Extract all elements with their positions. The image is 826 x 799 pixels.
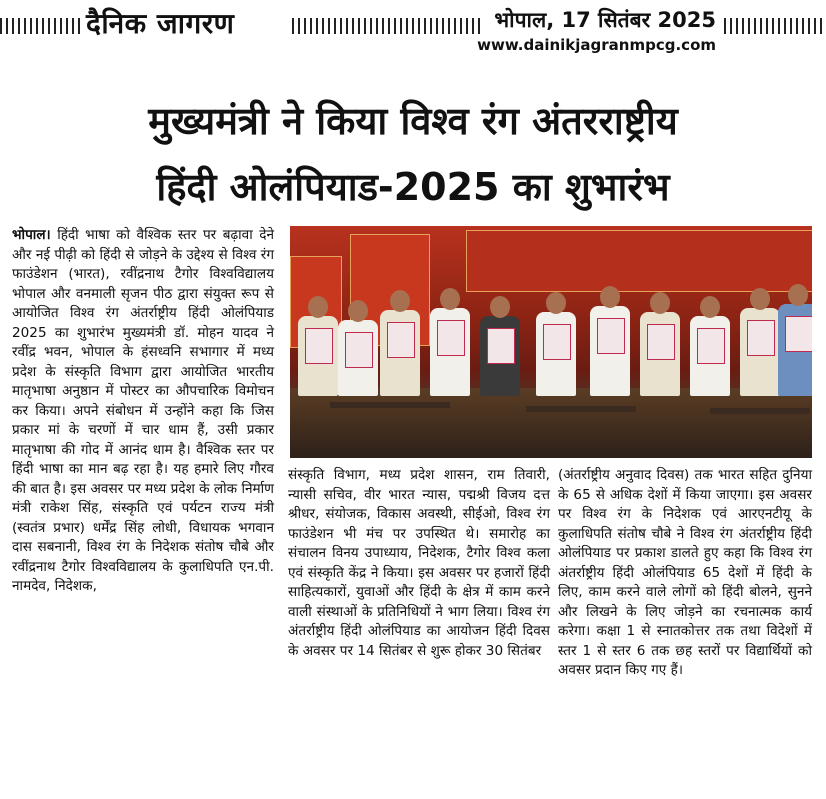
stage-table [710,408,810,414]
website-url: www.dainikjagranmpcg.com [477,36,716,54]
masthead-stripes-right [724,18,826,34]
guest-head [546,292,566,314]
olympiad-poster [747,320,775,356]
headline-line-1: मुख्यमंत्री ने किया विश्व रंग अंतरराष्ट्रीय [148,99,678,143]
guest-head [308,296,328,318]
guest-head [348,300,368,322]
olympiad-poster [597,318,625,354]
masthead-stripes-middle [292,18,480,34]
stage-backdrop [466,230,812,292]
article-column-1 [12,226,274,597]
newspaper-name: दैनिक जागरण [86,7,235,40]
olympiad-poster [785,316,812,352]
olympiad-poster [647,324,675,360]
stage-table [330,402,450,408]
olympiad-poster [437,320,465,356]
stage-table [526,406,636,412]
article-column-3 [558,466,812,681]
olympiad-poster [305,328,333,364]
headline-line-2: हिंदी ओलंपियाड-2025 का शुभारंभ [156,165,670,209]
stage-floor [290,388,812,458]
guest-head [390,290,410,312]
guest-head [600,286,620,308]
guest-head [490,296,510,318]
guest-head [650,292,670,314]
masthead [0,0,826,72]
article-column-2 [288,466,550,661]
olympiad-poster [345,332,373,368]
masthead-stripes-left [0,18,80,34]
guest-head [700,296,720,318]
event-photo [290,226,812,458]
olympiad-poster [697,328,725,364]
dateline: भोपाल, 17 सितंबर 2025 [494,8,716,32]
guest-head [750,288,770,310]
guest-head [440,288,460,310]
dateline-place: भोपाल। [12,227,51,243]
olympiad-poster [487,328,515,364]
column-2-text: संस्कृति विभाग, मध्य प्रदेश शासन, राम तिवारी, न्यासी सचिव, वीर भारत न्यास, पद्मश्री विजय दत्त श्रीधर, संयोजक, विकास अवस्थी, सीईओ, विश्व रंग फाउंडेशन भी मंच पर उपस्थित थे। समारोह का संचालन विनय उपाध्याय, निदेशक, टैगोर विश्व कला एवं संस्कृति केंद्र ने किया। इस अवसर पर हजारों हिंदी साहित्यकारों, युवाओं और हिंदी के क्षेत्र में काम करने वाली संस्थाओं के प्रतिनिधियों ने भाग लिया। विश्व रंग अंतर्राष्ट्रीय हिंदी ओलंपियाड का आयोजन हिंदी दिवस के अवसर पर 14 सितंबर से शुरू होकर 30 सितंबर [288,467,550,659]
olympiad-poster [543,324,571,360]
column-1-text: हिंदी भाषा को वैश्विक स्तर पर बढ़ावा देने और नई पीढ़ी को हिंदी से जोड़ने के उद्देश्य से विश्व रंग फाउंडेशन (भारत), रवींद्रनाथ टैगोर विश्वविद्यालय भोपाल और वनमाली सृजन पीठ द्वारा संयुक्त रूप से आयोजित विश्व रंग अंतर्राष्ट्रीय हिंदी ओलंपियाड 2025 का शुभारंभ मुख्यमंत्री डॉ. मोहन यादव ने रवींद्र भवन, भोपाल के हंसध्वनि सभागार में मध्य प्रदेश के संस्कृति विभाग द्वारा आयोजित भारतीय मातृभाषा अनुष्ठान में पोस्टर का औपचारिक विमोचन कर किया। अपने संबोधन में उन्होंने कहा कि जिस प्रकार मां के चरणों में चार धाम हैं, उसी प्रकार मातृभाषा की गोद में आनंद धाम है। वैश्विक स्तर पर हिंदी भाषा का मान बढ़ रहा है। यह हमारे लिए गौरव की बात है। इस अवसर पर मध्य प्रदेश के लोक निर्माण मंत्री राकेश सिंह, संस्कृति एवं पर्यटन राज्य मंत्री (स्वतंत्र प्रभार) धर्मेंद्र सिंह लोधी, विधायक भगवान दास सबनानी, विश्व रंग के निदेशक संतोष चौबे और रवींद्रनाथ टैगोर विश्वविद्यालय के कुलाधिपति एन.पी. नामदेव, निदेशक, [12,227,274,594]
headline [20,88,806,220]
olympiad-poster [387,322,415,358]
column-3-text: (अंतर्राष्ट्रीय अनुवाद दिवस) तक भारत सहित दुनिया के 65 से अधिक देशों में किया जाएगा। इस अवसर पर विश्व रंग के निदेशक एवं आरएनटीयू के कुलाधिपति संतोष चौबे ने विश्व रंग अंतर्राष्ट्रीय हिंदी ओलंपियाड पर प्रकाश डालते हुए कहा कि विश्व रंग अंतर्राष्ट्रीय हिंदी ओलंपियाड 65 देशों में हिंदी के लिए, काम करने वाले लोगों को हिंदी बोलने, सुनने और लिखने के लिए जोड़ने का रचनात्मक कार्य करेगा। कक्षा 1 से स्नातकोत्तर तक तथा विदेशों में स्तर 1 से स्तर 6 तक छह स्तरों पर विद्यार्थियों को अवसर प्रदान किए गए हैं। [558,467,812,678]
guest-head [788,284,808,306]
